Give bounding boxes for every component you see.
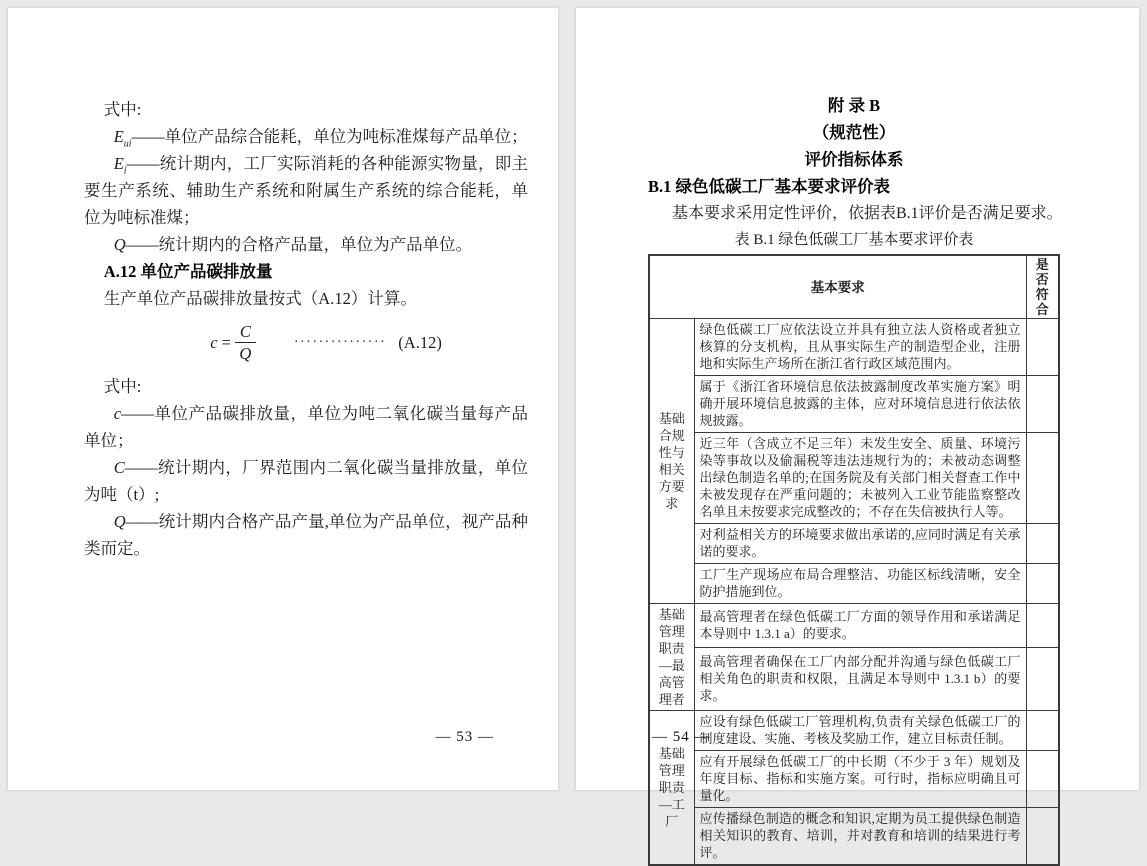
intro-paragraph: 基本要求采用定性评价，依据表B.1评价是否满足要求。 [672,205,1063,222]
formula-number-label: (A.12) [398,332,442,352]
symbol-subscript: ui [123,138,132,150]
basic-requirements-table [648,254,1060,866]
table-row [649,376,1059,433]
compliance-cell [1026,376,1059,433]
compliance-cell [1026,808,1059,866]
page-number-54: — 54 — [652,729,711,745]
definition-c-lower [84,400,528,454]
table-header [649,255,1059,319]
symbol-q: Q [113,235,126,254]
requirement-cell: 最高管理者在绿色低碳工厂方面的领导作用和承诺满足本导则中 1.3.1 a）的要求。 [694,604,1026,648]
requirement-cell: 工厂生产现场应布局合理整洁、功能区标线清晰，安全防护措施到位。 [694,564,1026,604]
category-cell: 基础合规性与相关方要求 [649,319,694,604]
requirement-cell: 应设有绿色低碳工厂管理机构,负责有关绿色低碳工厂的制度建设、实施、考核及奖励工作，建立目标责任制。 [694,711,1026,751]
symbol-c-lower: c [113,404,122,423]
table-row [649,751,1059,808]
table-caption: 表 B.1 绿色低碳工厂基本要求评价表 [734,232,974,248]
definition-text: ——统计期内的合格产品量，单位为产品单位。 [125,235,473,254]
formula-a12 [124,315,528,369]
formula-fraction [235,321,256,364]
compliance-cell [1026,564,1059,604]
table-row [649,808,1059,866]
symbol-q: Q [113,512,126,531]
requirement-cell: 属于《浙江省环境信息依法披露制度改革实施方案》明确开展环境信息披露的主体，应对环境信息进行依法依规披露。 [694,376,1026,433]
definition-e-ui [84,123,528,150]
table-header-row [649,255,1059,319]
paragraph-a12: 生产单位产品碳排放量按式（A.12）计算。 [103,289,417,308]
appendix-subtitle: 评价指标体系 [804,150,904,169]
table-row [649,524,1059,564]
compliance-cell [1026,604,1059,648]
definition-e-i [84,150,528,231]
compliance-cell [1026,711,1059,751]
header-compliance: 是否符合 [1026,255,1059,319]
compliance-cell [1026,433,1059,524]
fraction-denominator: Q [239,343,252,363]
requirement-cell: 最高管理者确保在工厂内部分配并沟通与绿色低碳工厂相关角色的职责和权限，且满足本导则中 1.3.1 b）的要求。 [694,648,1026,711]
requirement-cell: 近三年（含成立不足三年）未发生安全、质量、环境污染等事故以及偷漏税等违法违规行为的；未被动态调整出绿色制造名单的;在国务院及有关部门相关督查工作中未被发现存在严重问题的；未被列入工业节能监察整改名单且未按要求完成整改的；不存在失信被执行人等。 [694,433,1026,524]
definition-text: ——单位产品碳排放量，单位为吨二氧化碳当量每产品单位； [84,404,528,450]
header-basic-requirements: 基本要求 [649,255,1026,319]
table-row [649,319,1059,376]
category-cell: 基础管理职责—工厂 [649,711,694,866]
section-heading-b1: B.1 绿色低碳工厂基本要求评价表 [648,177,891,196]
definition-text: ——统计期内，厂界范围内二氧化碳当量排放量，单位为吨（t）; [84,458,528,504]
definition-c-upper [84,454,528,508]
requirement-cell: 绿色低碳工厂应依法设立并具有独立法人资格或者独立核算的分支机构，且从事实际生产的制造型企业，注册地和实际生产场所在浙江省行政区域范围内。 [694,319,1026,376]
compliance-cell [1026,751,1059,808]
where-label-2: 式中: [103,377,142,396]
symbol-c-upper: C [113,458,125,477]
where-label: 式中: [103,100,142,119]
page-number-53: — 53 — [435,729,494,745]
definition-text: ——单位产品综合能耗，单位为吨标准煤每产品单位； [131,127,528,146]
table-row [649,564,1059,604]
basic-requirements-table-body [649,319,1059,866]
compliance-cell [1026,319,1059,376]
definition-text: ——统计期内，工厂实际消耗的各种能源实物量，即主要生产系统、辅助生产系统和附属生产系统的综合能耗，单位为吨标准煤； [84,154,528,227]
appendix-title: 附 录 B [827,96,881,115]
definition-text: ——统计期内合格产品产量,单位为产品单位，视产品种类而定。 [84,512,528,558]
requirement-cell: 对利益相关方的环境要求做出承诺的,应同时满足有关承诺的要求。 [694,524,1026,564]
formula-lhs: c [210,332,218,352]
fraction-numerator: C [235,321,256,343]
table-row [649,648,1059,711]
requirement-cell: 应传播绿色制造的概念和知识,定期为员工提供绿色制造相关知识的教育、培训，并对教育和培训的结果进行考评。 [694,808,1026,866]
symbol-subscript: i [123,165,127,177]
document-page-53 [8,8,558,790]
requirement-cell: 应有开展绿色低碳工厂的中长期（不少于 3 年）规划及年度目标、指标和实施方案。可行时，指标应明确且可量化。 [694,751,1026,808]
section-heading-a12: A.12 单位产品碳排放量 [103,262,273,281]
symbol-e: E [113,127,124,146]
symbol-e: E [113,154,124,173]
category-cell: 基础管理职责—最高管理者 [649,604,694,711]
table-row [649,604,1059,648]
formula-equals: = [221,332,231,352]
formula-dot-leader: ··············· [293,334,387,350]
table-row [649,433,1059,524]
definition-q [84,231,528,258]
compliance-cell [1026,648,1059,711]
appendix-normative-label: （规范性） [812,123,896,142]
compliance-cell [1026,524,1059,564]
definition-q-2 [84,508,528,562]
document-page-54 [576,8,1139,860]
page-53-content [8,8,558,562]
